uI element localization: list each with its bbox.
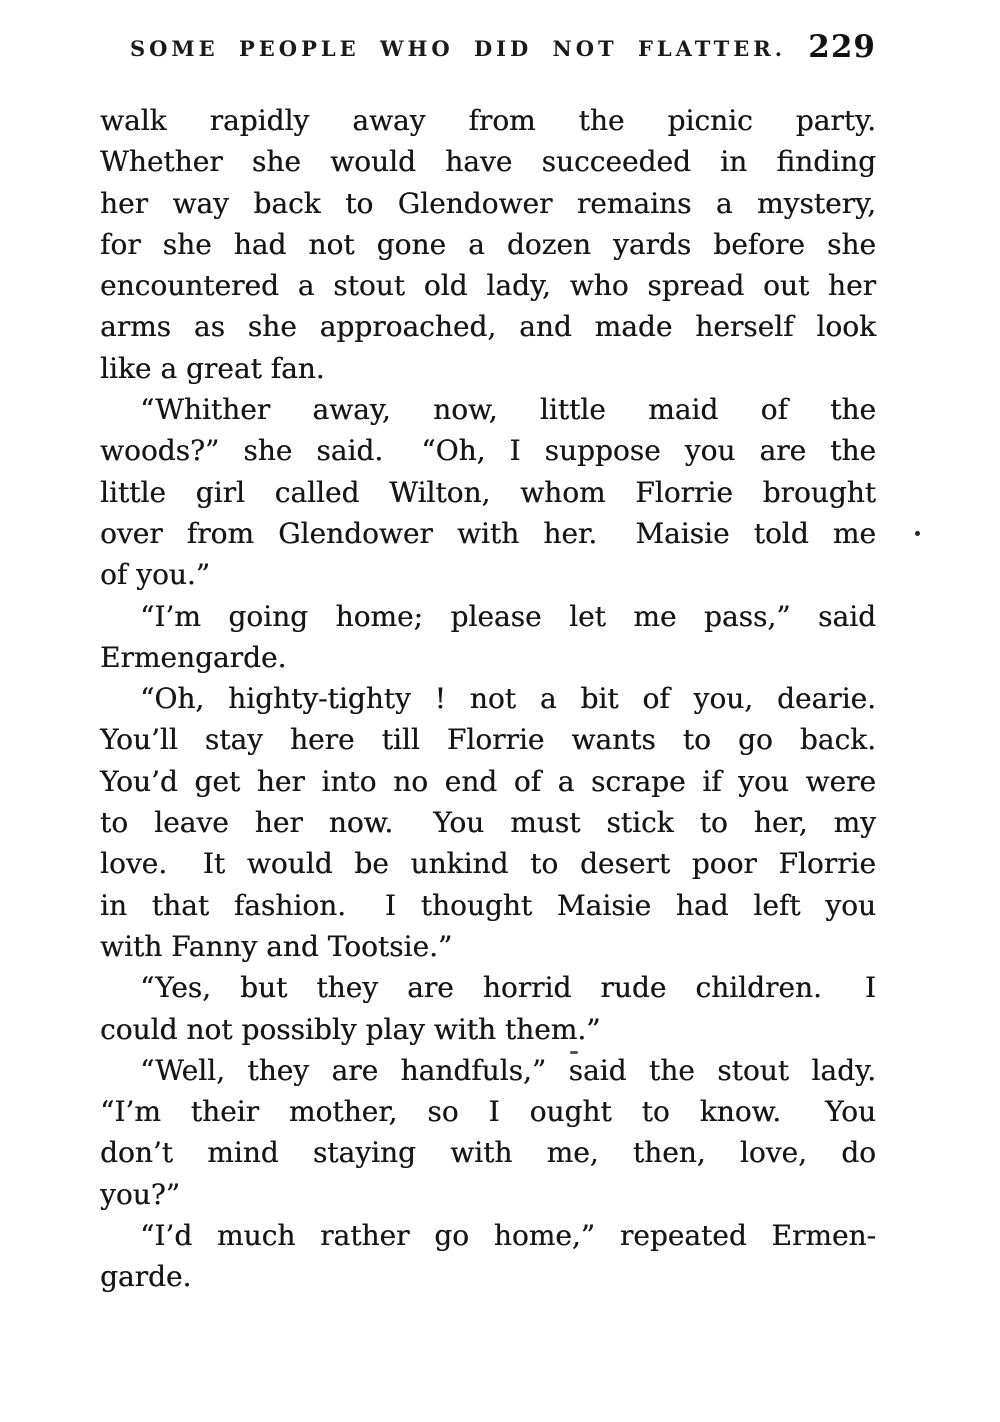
text-line: woods?” she said. “Oh, I suppose you are the xyxy=(100,434,876,468)
text-line: encountered a stout old lady, who spread out her xyxy=(100,269,876,303)
text-line: arms as she approached, and made herself look xyxy=(100,310,876,344)
text-line: You’ll stay here till Florrie wants to go back. xyxy=(100,723,876,757)
text-line: You’d get her into no end of a scrape if you were xyxy=(100,764,876,798)
page-number: 229 xyxy=(808,29,876,65)
text-line: for she had not gone a dozen yards before she xyxy=(100,227,876,261)
text-line: you?” xyxy=(100,1177,181,1211)
text-line: of you.” xyxy=(100,558,211,592)
text-line: walk rapidly away from the picnic party. xyxy=(100,104,876,137)
text-line: “I’m their mother, so I ought to know. You xyxy=(100,1095,876,1129)
text-line: “Yes, but they are horrid rude children. I xyxy=(140,971,876,1005)
text-line: “I’d much rather go home,” repeated Ermen- xyxy=(140,1219,876,1253)
text-line: Ermengarde. xyxy=(100,640,287,674)
ink-speck xyxy=(570,1051,578,1054)
text-line: garde. xyxy=(100,1260,192,1294)
text-line: “Whither away, now, little maid of the xyxy=(140,393,876,427)
text-line: Whether she would have succeeded in finding xyxy=(100,145,876,179)
text-line: to leave her now. You must stick to her, my xyxy=(100,806,876,840)
text-line: over from Glendower with her. Maisie told me xyxy=(100,516,876,550)
ink-speck xyxy=(915,531,920,536)
text-line: could not possibly play with them.” xyxy=(100,1012,601,1046)
text-line: don’t mind staying with me, then, love, do xyxy=(100,1136,876,1170)
running-header xyxy=(100,29,876,70)
text-line: “Oh, highty-tighty ! not a bit of you, dearie. xyxy=(140,682,876,716)
text-line: in that fashion. I thought Maisie had left you xyxy=(100,888,876,922)
running-title: SOME PEOPLE WHO DID NOT FLATTER. xyxy=(129,36,787,61)
text-line: her way back to Glendower remains a mystery, xyxy=(100,186,876,220)
text-line: with Fanny and Tootsie.” xyxy=(100,929,453,963)
text-line: “I’m going home; please let me pass,” said xyxy=(140,599,876,633)
text-line: “Well, they are handfuls,” said the stout lady. xyxy=(140,1053,876,1087)
text-line: little girl called Wilton, whom Florrie brought xyxy=(100,475,876,509)
text-line: love. It would be unkind to desert poor Florrie xyxy=(100,847,876,881)
page-body xyxy=(100,100,876,1298)
text-line: like a great fan. xyxy=(100,351,325,385)
